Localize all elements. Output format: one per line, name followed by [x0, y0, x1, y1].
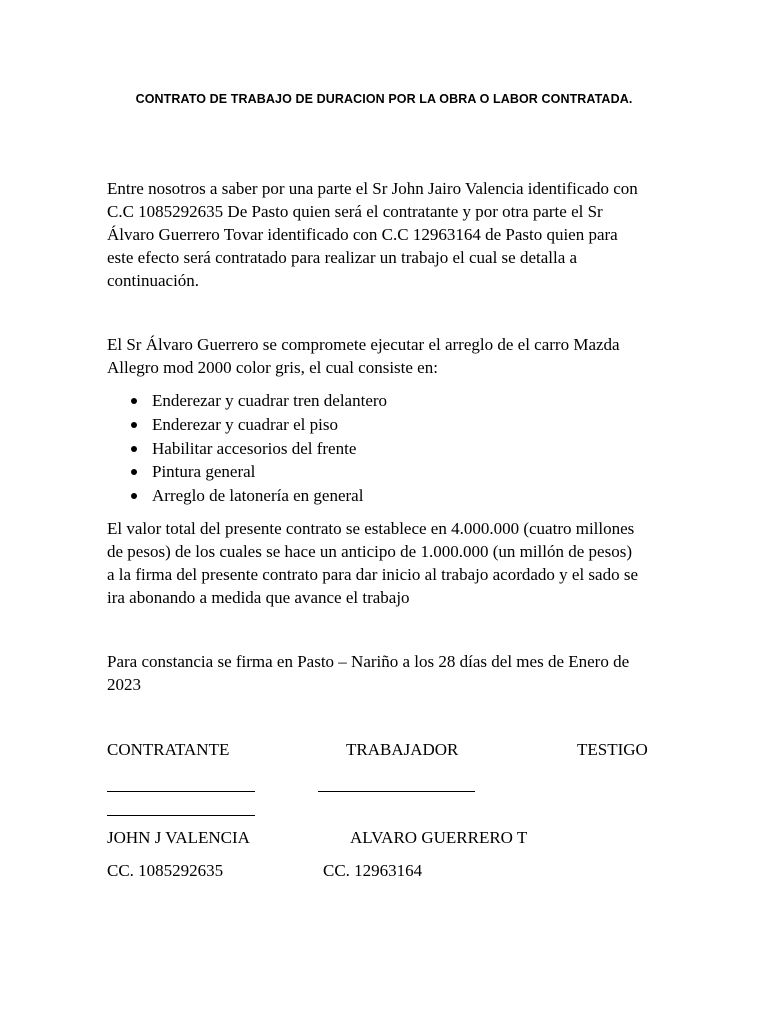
paragraph-payment — [107, 517, 667, 609]
paragraph-commitment — [107, 333, 667, 379]
paragraph-line: continuación. — [107, 271, 200, 290]
trabajador-signature-line — [318, 791, 475, 792]
contratante-label: CONTRATANTE — [107, 740, 230, 759]
paragraph-line: C.C 1085292635 De Pasto quien será el contratante y por otra parte el Sr — [107, 202, 603, 221]
list-item — [107, 413, 387, 437]
list-item-text: Enderezar y cuadrar el piso — [152, 414, 338, 434]
paragraph-line: 2023 — [107, 675, 141, 694]
list-item — [107, 389, 387, 413]
document-title: CONTRATO DE TRABAJO DE DURACION POR LA OBRA O LABOR CONTRATADA. — [135, 92, 633, 106]
contratante-id: CC. 1085292635 — [107, 861, 224, 880]
bullet-icon — [131, 398, 137, 404]
trabajador-label: TRABAJADOR — [346, 740, 459, 759]
list-item-text: Arreglo de latonería en general — [152, 486, 364, 505]
testigo-signature-line — [107, 815, 255, 816]
testigo-label: TESTIGO — [577, 740, 648, 759]
trabajador-id: CC. 12963164 — [323, 861, 423, 880]
bullet-icon — [131, 493, 137, 499]
list-item-text: Habilitar accesorios del frente — [152, 438, 357, 458]
paragraph-line: Entre nosotros a saber por una parte el Sr John Jairo Valencia identificado con — [107, 179, 638, 198]
paragraph-line: a la firma del presente contrato para dar inicio al trabajo acordado y el sado se — [107, 565, 639, 584]
paragraph-signing-place-date — [107, 650, 667, 696]
list-item-text: Pintura general — [152, 462, 256, 482]
paragraph-parties — [107, 177, 667, 292]
contratante-signature-line — [107, 791, 255, 792]
paragraph-line: Allegro mod 2000 color gris, el cual consiste en: — [107, 358, 438, 377]
list-item — [107, 437, 387, 461]
paragraph-line: Para constancia se firma en Pasto – Nariño a los 28 días del mes de Enero de — [107, 652, 630, 671]
list-item-text: Enderezar y cuadrar tren delantero — [152, 391, 388, 410]
paragraph-line: de pesos) de los cuales se hace un anticipo de 1.000.000 (un millón de pesos) — [107, 542, 632, 561]
trabajador-name: ALVARO GUERRERO T — [350, 828, 528, 847]
contratante-name: JOHN J VALENCIA — [107, 828, 250, 847]
paragraph-line: Álvaro Guerrero Tovar identificado con C.C 12963164 de Pasto quien para — [107, 225, 618, 244]
paragraph-line: El valor total del presente contrato se establece en 4.000.000 (cuatro millones — [107, 519, 635, 538]
paragraph-line: ira abonando a medida que avance el trabajo — [107, 588, 410, 607]
work-items-list — [107, 389, 387, 508]
bullet-icon — [131, 469, 137, 475]
paragraph-line: este efecto será contratado para realizar un trabajo el cual se detalla a — [107, 248, 578, 267]
paragraph-line: El Sr Álvaro Guerrero se compromete ejecutar el arreglo de el carro Mazda — [107, 335, 620, 354]
list-item — [107, 460, 387, 484]
bullet-icon — [131, 446, 137, 452]
list-item — [107, 484, 387, 508]
bullet-icon — [131, 422, 137, 428]
